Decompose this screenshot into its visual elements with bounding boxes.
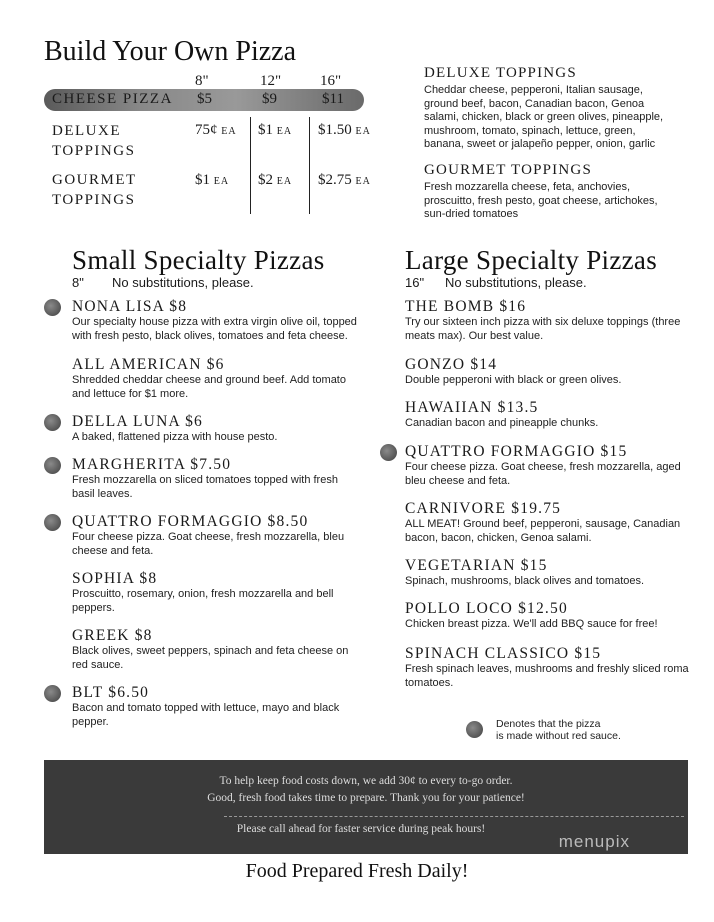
menu-item: MARGHERITA $7.50 Fresh mozzarella on sliced tomatoes topped with fresh basil leaves. bbox=[72, 456, 372, 501]
large-title: Large Specialty Pizzas bbox=[405, 245, 658, 275]
item-name: QUATTRO FORMAGGIO $8.50 bbox=[72, 513, 309, 530]
deluxe-toppings-title: DELUXE TOPPINGS bbox=[424, 65, 577, 81]
gourmet-toppings-list: Fresh mozzarella cheese, feta, anchovies, proscuitto, fresh pesto, goat cheese, artichokes, sun-dried tomatoes bbox=[424, 181, 658, 220]
menu-item: GREEK $8 Black olives, sweet peppers, spinach and feta cheese on red sauce. bbox=[72, 627, 372, 672]
item-name: SOPHIA $8 bbox=[72, 570, 158, 587]
banner-line: To help keep food costs down, we add 30¢ to every to-go order. bbox=[219, 775, 513, 787]
divider bbox=[250, 117, 251, 214]
menu-item: HAWAIIAN $13.5 Canadian bacon and pineapple chunks. bbox=[405, 399, 700, 431]
menu-item: CARNIVORE $19.75 ALL MEAT! Ground beef, pepperoni, sausage, Canadian bacon, bacon, chicken, Genoa salami. bbox=[405, 500, 700, 545]
menu-item: SOPHIA $8 Proscuitto, rosemary, onion, fresh mozzarella and bell peppers. bbox=[72, 570, 372, 615]
small-note: No substitutions, please. bbox=[112, 275, 254, 290]
size-8: 8" bbox=[195, 73, 209, 89]
deluxe-price-12: $1 EA bbox=[258, 122, 293, 138]
item-name: ALL AMERICAN $6 bbox=[72, 356, 225, 373]
deluxe-price-8: 75¢ EA bbox=[195, 122, 237, 138]
item-name: DELLA LUNA $6 bbox=[72, 413, 203, 430]
item-name: MARGHERITA $7.50 bbox=[72, 456, 232, 473]
menu-item: POLLO LOCO $12.50 Chicken breast pizza. We'll add BBQ sauce for free! bbox=[405, 600, 700, 632]
cheese-price-16: $11 bbox=[322, 91, 344, 107]
item-name: BLT $6.50 bbox=[72, 684, 150, 701]
footer-tagline: Food Prepared Fresh Daily! bbox=[245, 860, 469, 882]
large-size: 16" bbox=[405, 275, 425, 290]
gourmet-price-8: $1 EA bbox=[195, 172, 230, 188]
small-title: Small Specialty Pizzas bbox=[72, 245, 325, 275]
item-name: THE BOMB $16 bbox=[405, 298, 527, 315]
menu-item: ALL AMERICAN $6 Shredded cheddar cheese and ground beef. Add tomato and lettuce for $1 more. bbox=[72, 356, 372, 401]
deluxe-row-label bbox=[52, 121, 135, 161]
item-name: CARNIVORE $19.75 bbox=[405, 500, 562, 517]
watermark: menupix bbox=[558, 832, 630, 851]
row-label: TOPPINGS bbox=[52, 192, 136, 208]
no-red-sauce-icon bbox=[44, 514, 61, 531]
item-name: NONA LISA $8 bbox=[72, 298, 188, 315]
legend: Denotes that the pizza is made without red sauce. bbox=[496, 718, 621, 742]
item-name: POLLO LOCO $12.50 bbox=[405, 600, 568, 617]
no-red-sauce-icon bbox=[44, 685, 61, 702]
row-label: TOPPINGS bbox=[52, 143, 136, 159]
menu-item: GONZO $14 Double pepperoni with black or green olives. bbox=[405, 356, 700, 388]
gourmet-price-12: $2 EA bbox=[258, 172, 293, 188]
cheese-price-8: $5 bbox=[197, 91, 212, 107]
row-label: GOURMET bbox=[52, 172, 137, 188]
info-banner bbox=[44, 760, 688, 854]
no-red-sauce-icon bbox=[44, 299, 61, 316]
banner-line: Good, fresh food takes time to prepare. Thank you for your patience! bbox=[207, 792, 525, 804]
cheese-price-12: $9 bbox=[262, 91, 277, 107]
menu-item: NONA LISA $8 Our specialty house pizza with extra virgin olive oil, topped with fresh pesto, black olives, tomatoes and feta cheese. bbox=[72, 298, 372, 343]
dashed-divider bbox=[224, 816, 684, 817]
no-red-sauce-icon bbox=[44, 457, 61, 474]
menu-item: THE BOMB $16 Try our sixteen inch pizza with six deluxe toppings (three meats max). Our best value. bbox=[405, 298, 700, 343]
item-name: HAWAIIAN $13.5 bbox=[405, 399, 539, 416]
gourmet-row-label bbox=[52, 170, 137, 210]
gourmet-toppings-title: GOURMET TOPPINGS bbox=[424, 162, 592, 178]
deluxe-price-16: $1.50 EA bbox=[318, 122, 371, 138]
small-size: 8" bbox=[72, 275, 84, 290]
item-name: GONZO $14 bbox=[405, 356, 498, 373]
item-name: QUATTRO FORMAGGIO $15 bbox=[405, 443, 628, 460]
no-red-sauce-icon bbox=[466, 721, 483, 738]
menu-item: DELLA LUNA $6 A baked, flattened pizza with house pesto. bbox=[72, 413, 372, 445]
item-name: GREEK $8 bbox=[72, 627, 153, 644]
large-note: No substitutions, please. bbox=[445, 275, 587, 290]
menu-item: SPINACH CLASSICO $15 Fresh spinach leaves, mushrooms and freshly sliced roma tomatoes. bbox=[405, 645, 700, 690]
deluxe-toppings-list: Cheddar cheese, pepperoni, Italian sausage, ground beef, bacon, Canadian bacon, Genoa salami, chicken, black or green olives, pineapple, mushroom, tomato, spinach, lettuce, green, banana, sweet or jalapeño pepper, onion, garlic bbox=[424, 84, 664, 150]
item-name: SPINACH CLASSICO $15 bbox=[405, 645, 602, 662]
menu-item: QUATTRO FORMAGGIO $15 Four cheese pizza. Goat cheese, fresh mozzarella, aged bleu cheese and feta. bbox=[405, 443, 700, 488]
size-12: 12" bbox=[260, 73, 282, 89]
menu-item: BLT $6.50 Bacon and tomato topped with lettuce, mayo and black pepper. bbox=[72, 684, 372, 729]
no-red-sauce-icon bbox=[380, 444, 397, 461]
no-red-sauce-icon bbox=[44, 414, 61, 431]
divider bbox=[309, 117, 310, 214]
byo-title: Build Your Own Pizza bbox=[44, 36, 297, 67]
item-name: VEGETARIAN $15 bbox=[405, 557, 548, 574]
row-label: DELUXE bbox=[52, 123, 121, 139]
size-16: 16" bbox=[320, 73, 342, 89]
cheese-pizza-label: CHEESE PIZZA bbox=[52, 91, 173, 107]
menu-item: QUATTRO FORMAGGIO $8.50 Four cheese pizza. Goat cheese, fresh mozzarella, bleu cheese and feta. bbox=[72, 513, 372, 558]
menu-item: VEGETARIAN $15 Spinach, mushrooms, black olives and tomatoes. bbox=[405, 557, 700, 589]
gourmet-price-16: $2.75 EA bbox=[318, 172, 371, 188]
banner-line: Please call ahead for faster service during peak hours! bbox=[236, 823, 486, 835]
